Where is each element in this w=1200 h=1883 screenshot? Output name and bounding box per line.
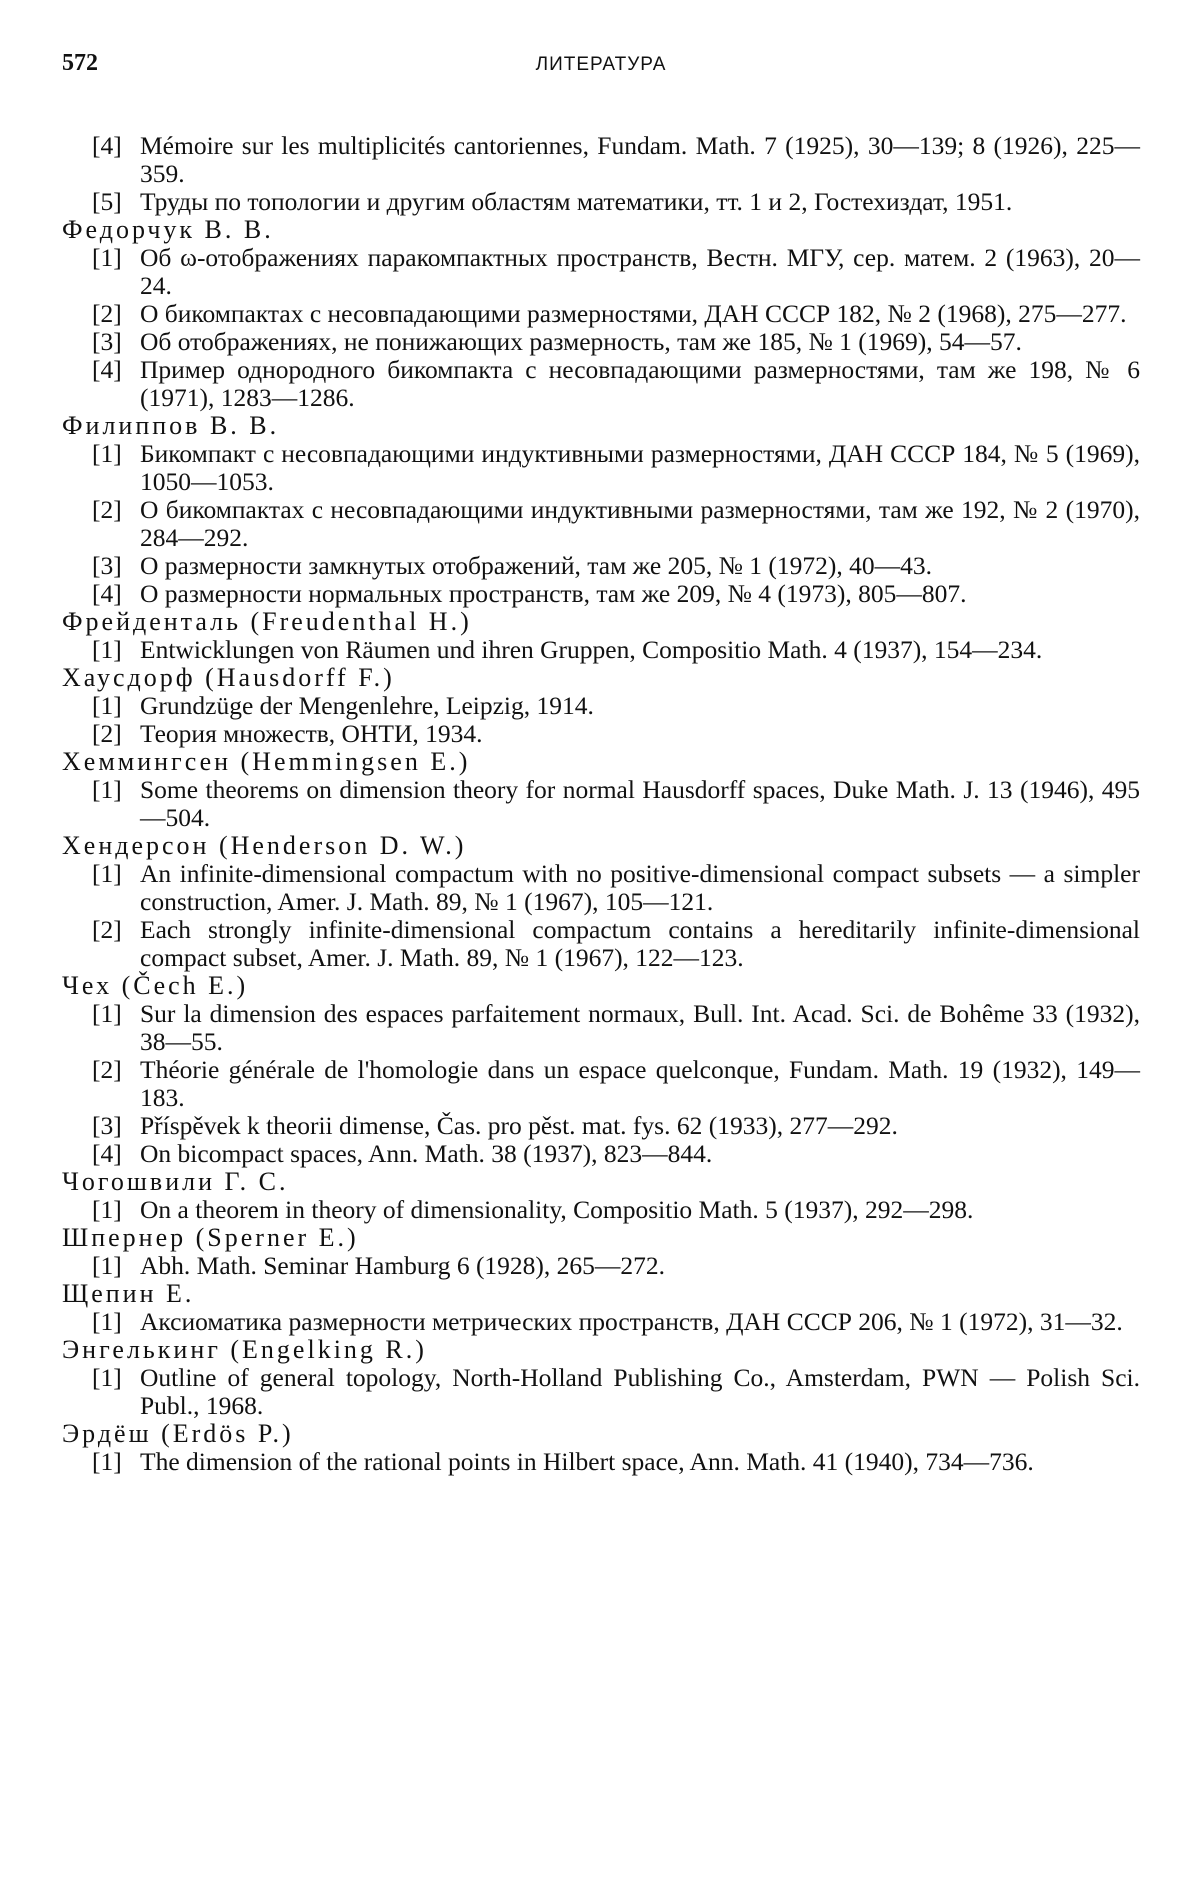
- reference-text: On bicompact spaces, Ann. Math. 38 (1937), 823—844.: [140, 1139, 713, 1168]
- reference-text: Théorie générale de l'homologie dans un espace quelconque, Fundam. Math. 19 (1932), 149—183.: [140, 1055, 1140, 1112]
- author-heading: Энгелькинг (Engelking R.): [62, 1335, 427, 1364]
- reference-number: [4]: [92, 131, 122, 160]
- reference-number: [2]: [92, 719, 122, 748]
- page-number: 572: [62, 50, 98, 76]
- reference-text: On a theorem in theory of dimensionality, Compositio Math. 5 (1937), 292—298.: [140, 1195, 974, 1224]
- reference-text: Each strongly infinite-dimensional compactum contains a hereditarily infinite-dimensional compact subset, Amer. J. Math. 89, № 1 (1967), 122—123.: [140, 915, 1140, 972]
- reference-text: Об ω-отображениях паракомпактных пространств, Вестн. МГУ, сер. матем. 2 (1963), 20—24.: [140, 243, 1140, 300]
- reference-number: [4]: [92, 579, 122, 608]
- page-header: [62, 50, 1140, 90]
- reference-number: [2]: [92, 1055, 122, 1084]
- author-heading: Хеммингсен (Hemmingsen E.): [62, 747, 471, 776]
- author-heading: Чогошвили Г. С.: [62, 1167, 289, 1196]
- reference-text: An infinite-dimensional compactum with no positive-dimensional compact subsets — a simpler construction, Amer. J. Math. 89, № 1 (1967), 105—121.: [140, 859, 1140, 916]
- reference-number: [4]: [92, 355, 122, 384]
- reference-text: О бикомпактах с несовпадающими индуктивными размерностями, там же 192, № 2 (1970), 284—292.: [140, 495, 1140, 552]
- reference-number: [1]: [92, 1195, 122, 1224]
- reference-number: [1]: [92, 635, 122, 664]
- reference-item: [62, 132, 1140, 188]
- reference-item: [62, 356, 1140, 412]
- reference-item: [62, 1112, 1140, 1140]
- reference-item: [62, 1140, 1140, 1168]
- reference-number: [2]: [92, 299, 122, 328]
- reference-text: О бикомпактах с несовпадающими размерностями, ДАН СССР 182, № 2 (1968), 275—277.: [140, 299, 1127, 328]
- reference-item: [62, 580, 1140, 608]
- reference-item: [62, 1056, 1140, 1112]
- reference-text: Outline of general topology, North-Holland Publishing Co., Amsterdam, PWN — Polish Sci. Publ., 1968.: [140, 1363, 1140, 1420]
- reference-item: [62, 440, 1140, 496]
- reference-item: [62, 552, 1140, 580]
- reference-item: [62, 188, 1140, 216]
- reference-text: Příspěvek k theorii dimense, Čas. pro pěst. mat. fys. 62 (1933), 277—292.: [140, 1111, 898, 1140]
- reference-number: [4]: [92, 1139, 122, 1168]
- reference-number: [1]: [92, 1363, 122, 1392]
- reference-item: [62, 720, 1140, 748]
- reference-item: [62, 692, 1140, 720]
- reference-number: [1]: [92, 999, 122, 1028]
- author-heading: Филиппов В. В.: [62, 411, 280, 440]
- reference-number: [1]: [92, 859, 122, 888]
- reference-text: Труды по топологии и другим областям математики, тт. 1 и 2, Гостехиздат, 1951.: [140, 187, 1013, 216]
- reference-item: [62, 1308, 1140, 1336]
- author-heading: Щепин Е.: [62, 1279, 195, 1308]
- running-title: ЛИТЕРАТУРА: [535, 54, 667, 75]
- reference-item: [62, 1000, 1140, 1056]
- reference-number: [3]: [92, 551, 122, 580]
- reference-number: [3]: [92, 327, 122, 356]
- author-heading: Эрдёш (Erdös P.): [62, 1419, 294, 1448]
- reference-number: [1]: [92, 1251, 122, 1280]
- author-heading: Фрейденталь (Freudenthal H.): [62, 607, 472, 636]
- reference-text: Бикомпакт с несовпадающими индуктивными размерностями, ДАН СССР 184, № 5 (1969), 1050—1053.: [140, 439, 1140, 496]
- author-heading: Чех (Čech E.): [62, 971, 249, 1000]
- reference-item: [62, 636, 1140, 664]
- reference-item: [62, 776, 1140, 832]
- reference-text: Sur la dimension des espaces parfaitement normaux, Bull. Int. Acad. Sci. de Bohême 33 (1932), 38—55.: [140, 999, 1140, 1056]
- reference-item: [62, 496, 1140, 552]
- reference-text: Some theorems on dimension theory for normal Hausdorff spaces, Duke Math. J. 13 (1946), 495—504.: [140, 775, 1140, 832]
- author-heading: Хендерсон (Henderson D. W.): [62, 831, 467, 860]
- reference-text: Пример однородного бикомпакта с несовпадающими размерностями, там же 198, № 6 (1971), 1283—1286.: [140, 355, 1140, 412]
- reference-item: [62, 916, 1140, 972]
- reference-number: [1]: [92, 1447, 122, 1476]
- reference-number: [1]: [92, 691, 122, 720]
- reference-number: [1]: [92, 775, 122, 804]
- reference-text: Mémoire sur les multiplicités cantoriennes, Fundam. Math. 7 (1925), 30—139; 8 (1926), 225—359.: [140, 131, 1140, 188]
- author-heading: Федорчук В. В.: [62, 215, 274, 244]
- reference-item: [62, 244, 1140, 300]
- reference-text: The dimension of the rational points in Hilbert space, Ann. Math. 41 (1940), 734—736.: [140, 1447, 1034, 1476]
- reference-text: Grundzüge der Mengenlehre, Leipzig, 1914.: [140, 691, 594, 720]
- reference-item: [62, 1252, 1140, 1280]
- reference-text: Abh. Math. Seminar Hamburg 6 (1928), 265—272.: [140, 1251, 666, 1280]
- reference-text: О размерности замкнутых отображений, там же 205, № 1 (1972), 40—43.: [140, 551, 933, 580]
- reference-text: Аксиоматика размерности метрических пространств, ДАН СССР 206, № 1 (1972), 31—32.: [140, 1307, 1123, 1336]
- reference-item: [62, 1196, 1140, 1224]
- reference-number: [2]: [92, 495, 122, 524]
- author-heading: Хаусдорф (Hausdorff F.): [62, 663, 395, 692]
- reference-item: [62, 328, 1140, 356]
- bibliography-list: [62, 132, 1140, 1476]
- reference-number: [2]: [92, 915, 122, 944]
- reference-item: [62, 860, 1140, 916]
- reference-text: Entwicklungen von Räumen und ihren Gruppen, Compositio Math. 4 (1937), 154—234.: [140, 635, 1043, 664]
- reference-text: О размерности нормальных пространств, там же 209, № 4 (1973), 805—807.: [140, 579, 967, 608]
- reference-number: [1]: [92, 439, 122, 468]
- reference-number: [1]: [92, 1307, 122, 1336]
- reference-item: [62, 1364, 1140, 1420]
- reference-item: [62, 300, 1140, 328]
- reference-number: [3]: [92, 1111, 122, 1140]
- author-heading: Шпернер (Sperner E.): [62, 1223, 359, 1252]
- reference-item: [62, 1448, 1140, 1476]
- reference-text: Теория множеств, ОНТИ, 1934.: [140, 719, 483, 748]
- reference-number: [1]: [92, 243, 122, 272]
- reference-number: [5]: [92, 187, 122, 216]
- reference-text: Об отображениях, не понижающих размерность, там же 185, № 1 (1969), 54—57.: [140, 327, 1022, 356]
